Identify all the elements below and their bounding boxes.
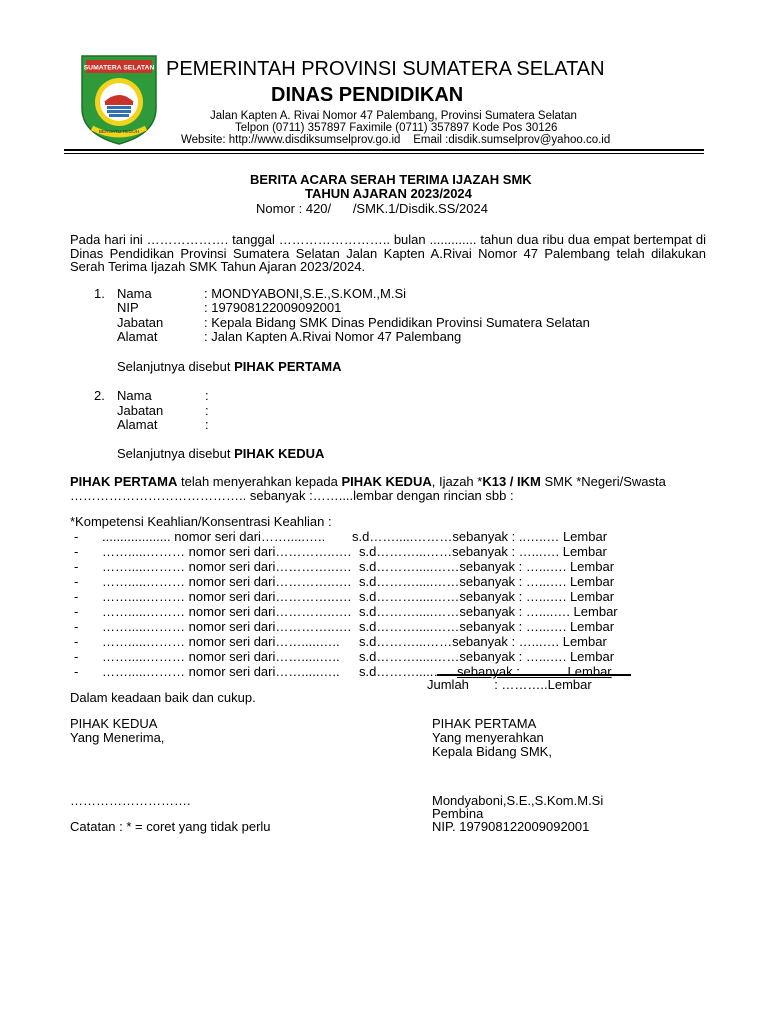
- agency-web-email: Website: http://www.disdiksumselprov.go.id Email :disdik.sumselprov@yahoo.co.id: [181, 134, 611, 146]
- row-series-from: …….....……… nomor seri dari…….....…..: [102, 664, 340, 679]
- handover-quantity-line: ………………………………….. sebanyak :……....lembar dengan rincian sbb :: [70, 488, 514, 503]
- party1-value-alamat: : Jalan Kapten A.Rivai Nomor 47 Palembang: [204, 329, 462, 344]
- row-series-to-count: s.d……….....……sebanyak : …...…. Lembar: [359, 649, 615, 664]
- kompetensi-row: [70, 634, 632, 649]
- kompetensi-row: [70, 544, 632, 559]
- document-title: BERITA ACARA SERAH TERIMA IJAZAH SMK: [250, 172, 532, 187]
- row-series-to-count: s.d…….....………sebanyak : ..…..… Lembar: [352, 529, 608, 544]
- row-dash: -: [74, 664, 79, 679]
- row-count: sebanyak : …...…. Lembar: [457, 664, 612, 679]
- row-series-from: …….....……… nomor seri dari…………..….: [102, 574, 352, 589]
- party2-value-nama: :: [205, 388, 209, 403]
- footnote: Catatan : * = coret yang tidak perlu: [70, 819, 271, 834]
- row-series-from: …….....……… nomor seri dari…….....…..: [102, 649, 340, 664]
- row-dash: -: [74, 559, 79, 574]
- total-jumlah: Jumlah : ………..Lembar: [427, 677, 592, 692]
- opening-paragraph: Pada hari ini ………………. tanggal …………………….. bulan ............. tahun dua ribu dua empat bertempat di Dinas Pendidikan Provinsi Sumatera Selatan Jalan Kapten A.Rivai Nomor 47 Palembang telah dilakukan Serah Terima Ijazah SMK Tahun Ajaran 2023/2024.: [70, 232, 706, 274]
- letterhead-rule-thin: [64, 153, 704, 154]
- sign-left-role: Yang Menerima,: [70, 730, 165, 745]
- total-rule: [437, 674, 631, 676]
- row-series-to: s.d……….....……: [359, 664, 460, 679]
- row-dash: -: [74, 529, 79, 544]
- party2-number: 2.: [94, 388, 105, 403]
- agency-address: Jalan Kapten A. Rivai Nomor 47 Palembang, Provinsi Sumatera Selatan: [210, 110, 577, 122]
- letterhead-rule-thick: [64, 149, 704, 151]
- kompetensi-row: [70, 619, 632, 634]
- handover-statement: PIHAK PERTAMA telah menyerahkan kepada PIHAK KEDUA, Ijazah *K13 / IKM SMK *Negeri/Swasta: [70, 474, 666, 489]
- provincial-logo-icon: [78, 52, 160, 146]
- row-series-from: ................... nomor seri dari…….....…..: [102, 529, 326, 544]
- row-series-from: …….....……… nomor seri dari…………..….: [102, 544, 352, 559]
- party2-designation: Selanjutnya disebut PIHAK KEDUA: [117, 446, 325, 461]
- kompetensi-row: [70, 589, 632, 604]
- row-series-to-count: s.d……….....……sebanyak : …...…. Lembar: [359, 574, 615, 589]
- row-series-to-count: s.d……….....……sebanyak : …...…. Lembar: [359, 559, 615, 574]
- row-dash: -: [74, 604, 79, 619]
- row-series-from: …….....……… nomor seri dari…………..….: [102, 559, 352, 574]
- row-dash: -: [74, 619, 79, 634]
- party2-value-alamat: :: [205, 417, 209, 432]
- document-number: Nomor : 420/ /SMK.1/Disdik.SS/2024: [256, 201, 488, 216]
- party2-label-nama: Nama: [117, 388, 152, 403]
- document-subtitle: TAHUN AJARAN 2023/2024: [305, 186, 472, 201]
- row-series-from: …….....……… nomor seri dari…….....…..: [102, 634, 340, 649]
- row-series-to-count: s.d………...……sebanyak : …...…. Lembar: [359, 544, 607, 559]
- party1-value-jabatan: : Kepala Bidang SMK Dinas Pendidikan Provinsi Sumatera Selatan: [204, 315, 590, 330]
- row-dash: -: [74, 574, 79, 589]
- party2-label-jabatan: Jabatan: [117, 403, 164, 418]
- row-dash: -: [74, 544, 79, 559]
- logo-bottom-text: BERSATU TEGUH: [98, 130, 140, 135]
- row-series-to-count: s.d……….....……sebanyak : …....…. Lembar: [359, 604, 618, 619]
- party2-value-jabatan: :: [205, 403, 209, 418]
- sign-left-title: PIHAK KEDUA: [70, 716, 158, 731]
- party1-value-nip: : 197908122009092001: [204, 300, 342, 315]
- row-series-to-count: s.d………...……sebanyak : …...…. Lembar: [359, 634, 607, 649]
- agency-name: DINAS PENDIDIKAN: [271, 84, 464, 106]
- kompetensi-label: *Kompetensi Keahlian/Konsentrasi Keahlian :: [70, 514, 332, 529]
- kompetensi-row: [70, 649, 632, 664]
- row-series-from: …….....……… nomor seri dari…………..….: [102, 619, 352, 634]
- row-series-from: …….....……… nomor seri dari…………..….: [102, 604, 352, 619]
- row-series-from: …….....……… nomor seri dari…………..….: [102, 589, 352, 604]
- party2-label-alamat: Alamat: [117, 417, 158, 432]
- sign-right-position: Kepala Bidang SMK,: [432, 744, 552, 759]
- sign-right-title: PIHAK PERTAMA: [432, 716, 537, 731]
- row-series-to-count: s.d……….....……sebanyak : …...…. Lembar: [359, 619, 615, 634]
- party1-label-jabatan: Jabatan: [117, 315, 164, 330]
- party1-label-alamat: Alamat: [117, 329, 158, 344]
- party1-label-nama: Nama: [117, 286, 152, 301]
- kompetensi-row: [70, 529, 632, 544]
- sign-right-name: Mondyaboni,S.E.,S.Kom.M.Si: [432, 793, 604, 808]
- party1-value-nama: : MONDYABONI,S.E.,S.KOM.,M.Si: [204, 286, 407, 301]
- condition-statement: Dalam keadaan baik dan cukup.: [70, 690, 256, 705]
- row-dash: -: [74, 634, 79, 649]
- party1-number: 1.: [94, 286, 105, 301]
- sign-left-name-blank: ……………………….: [70, 793, 191, 808]
- kompetensi-row: [70, 604, 632, 619]
- government-name: PEMERINTAH PROVINSI SUMATERA SELATAN: [166, 58, 605, 80]
- row-dash: -: [74, 589, 79, 604]
- kompetensi-row: [70, 559, 632, 574]
- sign-right-nip: NIP. 197908122009092001: [432, 819, 590, 834]
- kompetensi-row: [70, 574, 632, 589]
- agency-phone: Telpon (0711) 357897 Faximile (0711) 357897 Kode Pos 30126: [235, 122, 558, 134]
- row-series-to-count: s.d……….....……sebanyak : …...…. Lembar: [359, 589, 615, 604]
- logo-top-text: SUMATERA SELATAN: [83, 64, 155, 72]
- sign-right-role: Yang menyerahkan: [432, 730, 544, 745]
- row-dash: -: [74, 649, 79, 664]
- sign-right-rank: Pembina: [432, 806, 484, 821]
- party1-designation: Selanjutnya disebut PIHAK PERTAMA: [117, 359, 342, 374]
- party1-label-nip: NIP: [117, 300, 139, 315]
